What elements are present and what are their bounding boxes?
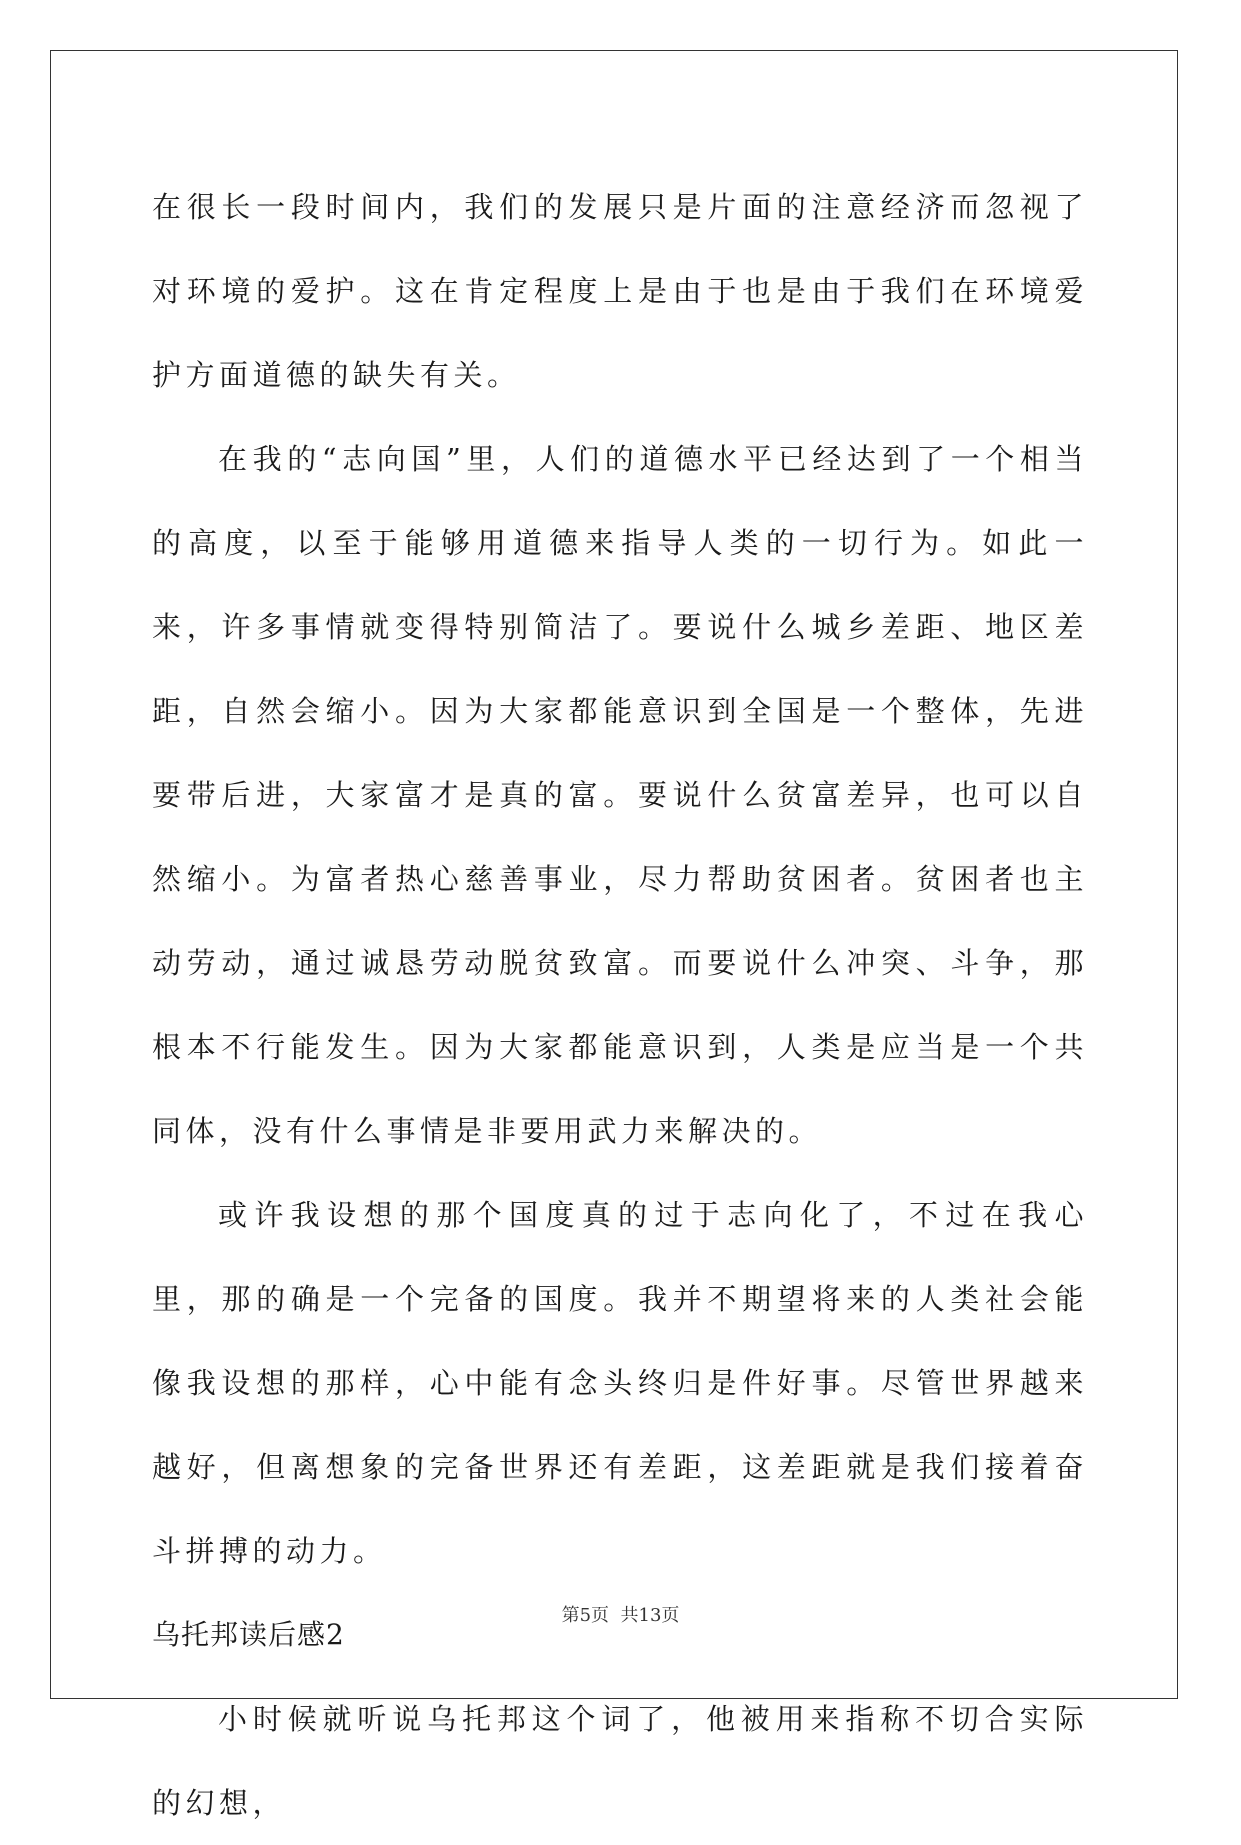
paragraph-3: 或许我设想的那个国度真的过于志向化了，不过在我心里，那的确是一个完备的国度。我并不期望将来的人类社会能像我设想的那样，心中能有念头终归是件好事。尽管世界越来越好，但离想象的完备世界还有差距，这差距就是我们接着奋斗拼搏的动力。	[152, 1198, 1088, 1568]
paragraph-4: 小时候就听说乌托邦这个词了，他被用来指称不切合实际的幻想，	[152, 1702, 1088, 1820]
footer-page-current: 5	[579, 1605, 592, 1626]
document-body	[152, 165, 1088, 1845]
footer-page-total: 13	[638, 1605, 662, 1626]
footer-suffix: 页	[661, 1605, 680, 1626]
paragraph-2: 在我的“志向国”里，人们的道德水平已经达到了一个相当的高度，以至于能够用道德来指导人类的一切行为。如此一来，许多事情就变得特别简洁了。要说什么城乡差距、地区差距，自然会缩小。因为大家都能意识到全国是一个整体，先进要带后进，大家富才是真的富。要说什么贫富差异，也可以自然缩小。为富者热心慈善事业，尽力帮助贫困者。贫困者也主动劳动，通过诚恳劳动脱贫致富。而要说什么冲突、斗争，那根本不行能发生。因为大家都能意识到，人类是应当是一个共同体，没有什么事情是非要用武力来解决的。	[152, 442, 1088, 1148]
page-footer	[0, 1601, 1241, 1627]
footer-mid: 页 共	[591, 1605, 639, 1626]
footer-prefix: 第	[561, 1605, 580, 1626]
section-heading: 乌托邦读后感2	[152, 1618, 345, 1651]
paragraph-1: 在很长一段时间内，我们的发展只是片面的注意经济而忽视了对环境的爱护。这在肯定程度上是由于也是由于我们在环境爱护方面道德的缺失有关。	[152, 190, 1088, 392]
